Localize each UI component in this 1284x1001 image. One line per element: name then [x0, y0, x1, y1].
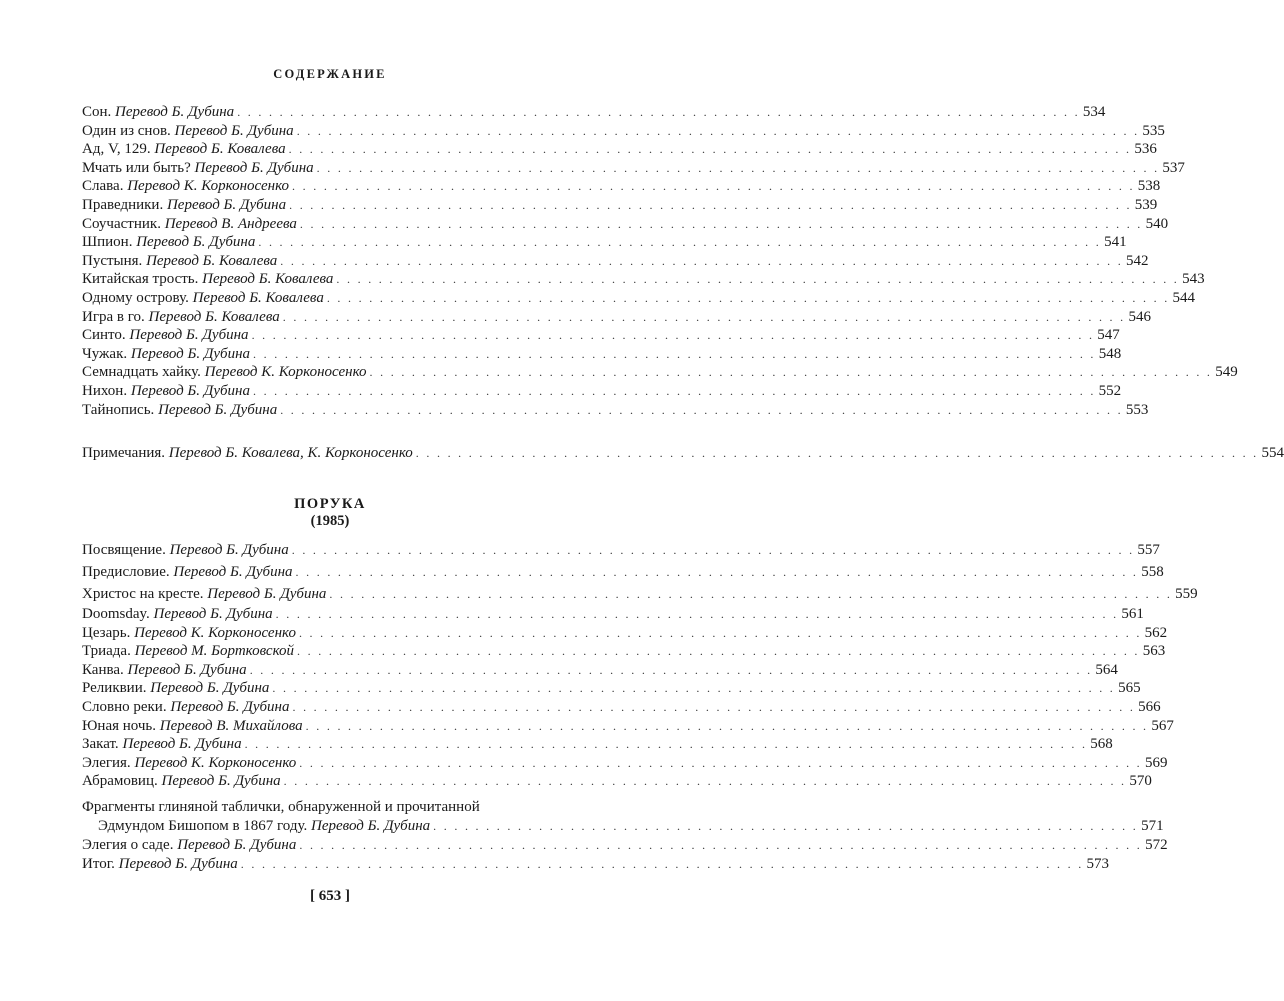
toc-entry-translator: Перевод Б. Ковалева: [202, 271, 334, 288]
toc-entry-translator: Перевод Б. Дубина: [136, 234, 256, 251]
leader-dots: . . . . . . . . . . . . . . . . . . . . . . . . . . . . . . . . . . . . . . . . . . . . . . . . . . . . . . . . . . . . . . . . . . . . . . . . . . . . . . . .: [280, 253, 1123, 268]
toc-entry-title: Реликвии.: [82, 680, 147, 697]
toc-entry-title: Закат.: [82, 736, 119, 753]
toc-entry: [82, 444, 1284, 463]
leader-dots: . . . . . . . . . . . . . . . . . . . . . . . . . . . . . . . . . . . . . . . . . . . . . . . . . . . . . . . . . . . . . . . . . . . . . . . . . . . . . . . .: [253, 346, 1096, 361]
toc-entry-lead: [82, 540, 289, 561]
toc-entry-translator: Перевод Б. Ковалева: [154, 141, 286, 158]
toc-entry: [82, 252, 1149, 271]
toc-entry: [82, 345, 1122, 364]
leader-dots: . . . . . . . . . . . . . . . . . . . . . . . . . . . . . . . . . . . . . . . . . . . . . . . . . . . . . . . . . . . . . . . . . . . . . . . . . . . . . . . .: [297, 644, 1140, 659]
toc-entry-title: Пустыня.: [82, 252, 143, 269]
toc-entry-translator: Перевод Б. Ковалева, К. Корконосенко: [168, 445, 413, 461]
toc-entry: [82, 270, 1205, 289]
toc-entry-title: Абрамовиц.: [82, 773, 158, 790]
toc-entry-lead: [82, 605, 273, 624]
toc-entry-title: Чужак.: [82, 345, 128, 362]
toc-entry-title: Соучастник.: [82, 215, 161, 232]
toc-entry-lead: [82, 772, 281, 791]
toc-entry-page: 566: [1138, 698, 1161, 715]
toc-entry-translator: Перевод Б. Ковалева: [146, 252, 278, 269]
toc-entry: [82, 326, 1120, 345]
toc-entry: [82, 233, 1127, 252]
toc-entry-lead: [82, 196, 286, 215]
toc-entry-title: Цезарь.: [82, 624, 131, 641]
leader-dots: . . . . . . . . . . . . . . . . . . . . . . . . . . . . . . . . . . . . . . . . . . . . . . . . . . . . . . . . . . . . . . . . . . . . . . . . . . . . . . . .: [292, 179, 1135, 194]
leader-dots: . . . . . . . . . . . . . . . . . . . . . . . . . . . . . . . . . . . . . . . . . . . . . . . . . . . . . . . . . . . . . . . . . . . . . . . . . . . . . . . .: [258, 235, 1102, 250]
toc-entry-translator: Перевод Б. Дубина: [173, 564, 293, 580]
toc-entry-translator: Перевод Б. Дубина: [122, 736, 242, 753]
toc-entry-title: Праведники.: [82, 196, 164, 213]
toc-entry-lead: [82, 735, 242, 754]
toc-entry: [82, 215, 1169, 234]
toc-entry-lead: [82, 233, 255, 252]
leader-dots: . . . . . . . . . . . . . . . . . . . . . . . . . . . . . . . . . . . . . . . . . . . . . . . . . . . . . . . . . . . . . . . . . . . . . . . . . . . . . . . .: [369, 365, 1213, 380]
toc-entry-lead: [82, 215, 297, 234]
toc-entry-lead: [82, 159, 314, 178]
toc-entry-translator: Перевод Б. Дубина: [153, 606, 273, 622]
leader-dots: . . . . . . . . . . . . . . . . . . . . . . . . . . . . . . . . . . . . . . . . . . . . . . . . . . . . . . . . . . . . . . . . . . . . . . . . . . . . . . . .: [280, 402, 1123, 417]
toc-entry: [82, 735, 1113, 754]
leader-dots: . . . . . . . . . . . . . . . . . . . . . . . . . . . . . . . . . . . . . . . . . . . . . . . . . . . . . . . . . . . . . . . . . . . . . . . . . . . . . . . .: [289, 197, 1132, 212]
toc-entry-translator: Перевод Б. Дубина: [150, 680, 270, 697]
toc-entry-page: 564: [1095, 661, 1118, 678]
toc-entry-translator: Перевод Б. Дубина: [311, 817, 431, 834]
toc-entry-page: 534: [1082, 104, 1106, 120]
toc-list: [82, 103, 1238, 419]
toc-entry: [82, 177, 1161, 196]
toc-entry: [82, 605, 1144, 624]
toc-entry-page: 553: [1125, 401, 1149, 418]
toc-entry-title: Шпион.: [82, 234, 133, 251]
toc-entry-lead: [82, 444, 413, 463]
toc-entry-lead: [82, 308, 280, 327]
toc-entry-translator: Перевод Б. Дубина: [127, 661, 247, 678]
toc-entry: [82, 401, 1149, 420]
toc-entry: [82, 122, 1165, 141]
toc-entry-lead: [82, 122, 294, 141]
toc-entry-title: Doomsday.: [82, 606, 150, 622]
toc-entry: [82, 289, 1196, 308]
toc-entry-lead: [82, 401, 277, 420]
toc-entry-translator: Перевод К. Корконосенко: [134, 754, 297, 771]
toc-entry-lead: [82, 754, 296, 773]
toc-entry-page: 535: [1142, 122, 1165, 139]
toc-entry-title: Нихон.: [82, 382, 128, 399]
toc-entry-translator: Перевод В. Андреева: [164, 215, 297, 232]
leader-dots: . . . . . . . . . . . . . . . . . . . . . . . . . . . . . . . . . . . . . . . . . . . . . . . . . . . . . . . . . . . . . . . . . . . . . . . . . . . . . . . .: [329, 587, 1173, 601]
toc-entry-title: Элегия.: [82, 754, 131, 771]
toc-entry-title: Фрагменты глиняной таблички, обнаруженной и прочитанной: [82, 799, 480, 815]
toc-entry-page: 565: [1118, 680, 1141, 697]
toc-entry-lead: [82, 345, 250, 364]
page-number: [ 653 ]: [310, 888, 350, 904]
toc-entry-translator: Перевод Б. Дубина: [129, 327, 249, 344]
toc-entry-page: 538: [1137, 178, 1161, 195]
toc-entry-title: Посвящение.: [82, 542, 166, 558]
toc-entry-translator: Перевод Б. Дубина: [130, 345, 251, 362]
toc-entry: [82, 836, 1168, 855]
toc-entry-page: 563: [1142, 643, 1166, 660]
toc-entry: [82, 754, 1168, 773]
toc-entry: [82, 196, 1158, 215]
toc-entry-page: 572: [1145, 837, 1168, 853]
toc-entry: [82, 679, 1141, 698]
leader-dots: . . . . . . . . . . . . . . . . . . . . . . . . . . . . . . . . . . . . . . . . . . . . . . . . . . . . . . . . . . . . . . . . . . . . . . . . . . . . . . . .: [237, 105, 1080, 119]
toc-entry-title: Игра в го.: [82, 308, 145, 325]
toc-entry-page: 547: [1097, 327, 1120, 344]
toc-entry-title: Триада.: [82, 643, 131, 660]
leader-dots: . . . . . . . . . . . . . . . . . . . . . . . . . . . . . . . . . . . . . . . . . . . . . . . . . . . . . . . . . . . . . . . . . . . . . . . . . . . . . . . .: [326, 290, 1170, 305]
toc-entry-page: 537: [1162, 159, 1185, 176]
toc-entry-title: Тайнопись.: [82, 401, 155, 418]
toc-entry-title: Канва.: [82, 661, 124, 678]
toc-entry-lead: [82, 661, 247, 680]
toc-entry-page: 548: [1098, 345, 1122, 362]
toc-entry-title: Элегия о саде.: [82, 837, 174, 853]
toc-entry-multiline: [82, 798, 1164, 835]
leader-dots: . . . . . . . . . . . . . . . . . . . . . . . . . . . . . . . . . . . . . . . . . . . . . . . . . . . . . . . . . . . . . . . . . . . . . . . . . . . . . . . .: [336, 272, 1180, 287]
toc-entry-translator: Перевод Б. Дубина: [158, 401, 278, 418]
leader-dots: . . . . . . . . . . . . . . . . . . . . . . . . . . . . . . . . . . . . . . . . . . . . . . . . . . . . . . . . . . . . . . . . . . . . . . . . . . . . . . . .: [295, 565, 1139, 579]
toc-entry-lead: [82, 717, 303, 736]
toc-entry-title: Ад, V, 129.: [82, 141, 151, 158]
toc-entry-title: Юная ночь.: [82, 717, 157, 734]
toc-entry-lead: [82, 103, 234, 122]
toc-entry-page: 571: [1141, 817, 1164, 834]
toc-entry: [82, 540, 1160, 561]
toc-entry-title: Предисловие.: [82, 564, 170, 580]
toc-entry-page: 559: [1175, 586, 1198, 602]
toc-entry-page: 540: [1145, 215, 1169, 232]
toc-entry-lead: [82, 382, 250, 401]
leader-dots: . . . . . . . . . . . . . . . . . . . . . . . . . . . . . . . . . . . . . . . . . . . . . . . . . . . . . . . . . . . . . . . . . . . . . . . . . . . . . . . .: [316, 160, 1160, 175]
toc-entry-translator: Перевод В. Михайлова: [159, 717, 303, 734]
toc-entry-lead: [82, 140, 286, 159]
leader-dots: . . . . . . . . . . . . . . . . . . . . . . . . . . . . . . . . . . . . . . . . . . . . . . . . . . . . . . . . . . . . . . . . . . . . . . . . . . . . . . . .: [298, 625, 1142, 640]
toc-entry-translator: Перевод Б. Дубина: [194, 159, 314, 176]
section-title: ПОРУКА: [294, 496, 366, 512]
toc-entry-lead: [82, 289, 324, 308]
toc-entry-lead: [82, 561, 293, 583]
toc-list: [82, 444, 1284, 463]
toc-entry-title: Итог.: [82, 855, 115, 872]
toc-entry-translator: Перевод Б. Дубина: [174, 122, 294, 139]
leader-dots: . . . . . . . . . . . . . . . . . . . . . . . . . . . . . . . . . . . . . . . . . . . . . . . . . . . . . . . . . . . . . . . . . . . . . . . . . . . . . . . .: [252, 383, 1096, 398]
toc-entry-page: 549: [1215, 364, 1238, 381]
toc-entry: [82, 817, 1164, 836]
leader-dots: . . . . . . . . . . . . . . . . . . . . . . . . . . . . . . . . . . . . . . . . . . . . . . . . . . . . . . . . . . . . . . . . . . . . . . . . . . . . . . . .: [244, 737, 1088, 752]
leader-dots: . . . . . . . . . . . . . . . . . . . . . . . . . . . . . . . . . . . . . . . . . . . . . . . . . . . . . . . . . . . . . . . . . . . . . . . . . . . . . . . .: [283, 774, 1127, 789]
toc-entry-page: 558: [1141, 564, 1164, 580]
toc-entry-lead: [82, 270, 333, 289]
leader-dots: . . . . . . . . . . . . . . . . . . . . . . . . . . . . . . . . . . . . . . . . . . . . . . . . . . . . . . . . . . . . . . . . . . . . . . . . . . . . . . . .: [240, 856, 1084, 871]
toc-entry: [82, 363, 1238, 382]
toc-entry-lead: [82, 583, 326, 605]
toc-entry-translator: Перевод К. Корконосенко: [127, 178, 290, 195]
section-year: (1985): [310, 513, 350, 529]
toc-entry: [82, 103, 1106, 122]
toc-list: [82, 836, 1168, 873]
toc-entry-lead: [82, 624, 296, 643]
toc-entry-translator: Перевод Б. Дубина: [115, 104, 235, 120]
toc-entry-translator: Перевод К. Корконосенко: [134, 624, 296, 641]
toc-entry-translator: Перевод Б. Дубина: [118, 855, 238, 872]
toc-entry-lead: [82, 642, 294, 661]
toc-entry-page: 541: [1104, 234, 1127, 251]
toc-entry-title: Мчать или быть?: [82, 159, 191, 176]
toc-list: [82, 540, 1198, 791]
leader-dots: . . . . . . . . . . . . . . . . . . . . . . . . . . . . . . . . . . . . . . . . . . . . . . . . . . . . . . . . . . . . . . . . . . . . . . . . . . . . . . . .: [288, 142, 1132, 157]
toc-entry: [82, 772, 1152, 791]
toc-entry-translator: Перевод Б. Дубина: [130, 382, 250, 399]
toc-entry-page: 542: [1126, 252, 1149, 269]
toc-entry-translator: Перевод Б. Дубина: [177, 837, 297, 853]
leader-dots: . . . . . . . . . . . . . . . . . . . . . . . . . . . . . . . . . . . . . . . . . . . . . . . . . . . . . . . . . . . . . . . . . . . . . . . . . . . . . . . .: [292, 699, 1136, 714]
leader-dots: . . . . . . . . . . . . . . . . . . . . . . . . . . . . . . . . . . . . . . . . . . . . . . . . . . . . . . . . . . . . . . . . . . . . . . . . . . . . . . . .: [272, 681, 1116, 696]
toc-entry: [82, 642, 1166, 661]
toc-entry-page: 539: [1134, 196, 1158, 213]
leader-dots: . . . . . . . . . . . . . . . . . . . . . . . . . . . . . . . . . . . . . . . . . . . . . . . . . . . . . . . . . . . . . . . . . . . . . . . . . . . . . . . .: [291, 543, 1135, 557]
toc-entry-translator: Перевод Б. Дубина: [161, 773, 281, 790]
toc-entry-page: 536: [1134, 141, 1157, 158]
toc-entry-lead: [82, 698, 289, 717]
toc-entry: [82, 661, 1118, 680]
leader-dots: . . . . . . . . . . . . . . . . . . . . . . . . . . . . . . . . . . . . . . . . . . . . . . . . . . . . . . . . . . . . . . . . . . . . . . . . . . . . . . . .: [299, 838, 1143, 852]
toc-entry-title: Один из снов.: [82, 122, 171, 139]
running-header: СОДЕРЖАНИЕ: [273, 67, 387, 81]
toc-entry-lead: [82, 252, 277, 271]
toc-entry-page: 573: [1086, 855, 1109, 872]
toc-entry-translator: Перевод М. Бортковской: [134, 643, 295, 660]
toc-entry: [82, 382, 1122, 401]
toc-entry-title: Синто.: [82, 327, 126, 344]
toc-entry-translator: Перевод Б. Дубина: [166, 196, 287, 213]
toc-entry-lead: [82, 363, 367, 382]
leader-dots: . . . . . . . . . . . . . . . . . . . . . . . . . . . . . . . . . . . . . . . . . . . . . . . . . . . . . . . . . . . . . . . . . . . . . . . . . . . . . . . .: [282, 309, 1126, 324]
leader-dots: . . . . . . . . . . . . . . . . . . . . . . . . . . . . . . . . . . . . . . . . . . . . . . . . . . . . . . . . . . . . . . . . . . . . . . . . . . . . . . . .: [305, 718, 1149, 733]
toc-entry: [82, 561, 1164, 583]
toc-entry-title: Сон.: [82, 104, 112, 120]
toc-entry-lead: [82, 855, 238, 874]
leader-dots: . . . . . . . . . . . . . . . . . . . . . . . . . . . . . . . . . . . . . . . . . . . . . . . . . . . . . . . . . . . . . . . . . . .: [433, 818, 1139, 833]
toc-entry-page: 544: [1172, 289, 1196, 306]
toc-entry-page: 543: [1182, 271, 1205, 288]
toc-entry-translator: Перевод Б. Дубина: [170, 698, 290, 715]
toc-entry-lead: [98, 817, 430, 836]
toc-entry-page: 567: [1151, 717, 1174, 734]
toc-entry-lead: [82, 326, 249, 345]
toc-entry: [82, 583, 1198, 605]
toc-entry-page: 568: [1090, 736, 1113, 753]
toc-entry: [82, 717, 1174, 736]
toc-entry: [82, 308, 1151, 327]
toc-entry-lead: [82, 679, 269, 698]
leader-dots: . . . . . . . . . . . . . . . . . . . . . . . . . . . . . . . . . . . . . . . . . . . . . . . . . . . . . . . . . . . . . . . . . . . . . . . . . . . . . . . .: [251, 328, 1095, 343]
toc-entry-page: 557: [1137, 542, 1160, 558]
leader-dots: . . . . . . . . . . . . . . . . . . . . . . . . . . . . . . . . . . . . . . . . . . . . . . . . . . . . . . . . . . . . . . . . . . . . . . . . . . . . . . . .: [415, 446, 1259, 460]
toc-entry-page: 562: [1144, 624, 1168, 641]
toc-entry: [82, 140, 1157, 159]
toc-entry-lead: [82, 836, 296, 855]
toc-entry-translator: Перевод К. Корконосенко: [204, 364, 367, 381]
toc-entry-translator: Перевод Б. Ковалева: [148, 308, 280, 325]
toc-entry-title: Китайская трость.: [82, 271, 199, 288]
toc-entry-page: 554: [1261, 445, 1284, 461]
toc-entry: [82, 698, 1161, 717]
toc-entry-title: Словно реки.: [82, 698, 167, 715]
toc-entry-title: Слава.: [82, 178, 124, 195]
toc-entry-title: Примечания.: [82, 445, 166, 461]
toc-entry: [82, 855, 1109, 874]
leader-dots: . . . . . . . . . . . . . . . . . . . . . . . . . . . . . . . . . . . . . . . . . . . . . . . . . . . . . . . . . . . . . . . . . . . . . . . . . . . . . . . .: [299, 216, 1143, 231]
section-heading: [0, 496, 660, 530]
toc-entry-title: Эдмундом Бишопом в 1867 году.: [98, 817, 308, 834]
toc-entry-translator: Перевод Б. Ковалева: [192, 289, 324, 306]
toc-entry-page: 546: [1128, 308, 1151, 325]
leader-dots: . . . . . . . . . . . . . . . . . . . . . . . . . . . . . . . . . . . . . . . . . . . . . . . . . . . . . . . . . . . . . . . . . . . . . . . . . . . . . . . .: [296, 123, 1140, 138]
leader-dots: . . . . . . . . . . . . . . . . . . . . . . . . . . . . . . . . . . . . . . . . . . . . . . . . . . . . . . . . . . . . . . . . . . . . . . . . . . . . . . . .: [299, 755, 1142, 770]
toc-entry-translator: Перевод Б. Дубина: [169, 542, 289, 558]
toc-entry-title: Семнадцать хайку.: [82, 364, 201, 381]
toc-entry: [82, 624, 1168, 643]
toc-entry-title: Христос на кресте.: [82, 586, 204, 602]
toc-entry-page: 569: [1144, 754, 1168, 771]
toc-entry-translator: Перевод Б. Дубина: [207, 586, 327, 602]
toc-entry-page: 552: [1098, 382, 1122, 399]
toc-entry-page: 570: [1129, 773, 1152, 790]
toc-entry-page: 561: [1121, 606, 1144, 622]
leader-dots: . . . . . . . . . . . . . . . . . . . . . . . . . . . . . . . . . . . . . . . . . . . . . . . . . . . . . . . . . . . . . . . . . . . . . . . . . . . . . . . .: [249, 662, 1093, 677]
leader-dots: . . . . . . . . . . . . . . . . . . . . . . . . . . . . . . . . . . . . . . . . . . . . . . . . . . . . . . . . . . . . . . . . . . . . . . . . . . . . . . . .: [275, 607, 1119, 621]
toc-entry-lead: [82, 177, 289, 196]
toc-entry: [82, 159, 1185, 178]
toc-entry-title: Одному острову.: [82, 289, 189, 306]
